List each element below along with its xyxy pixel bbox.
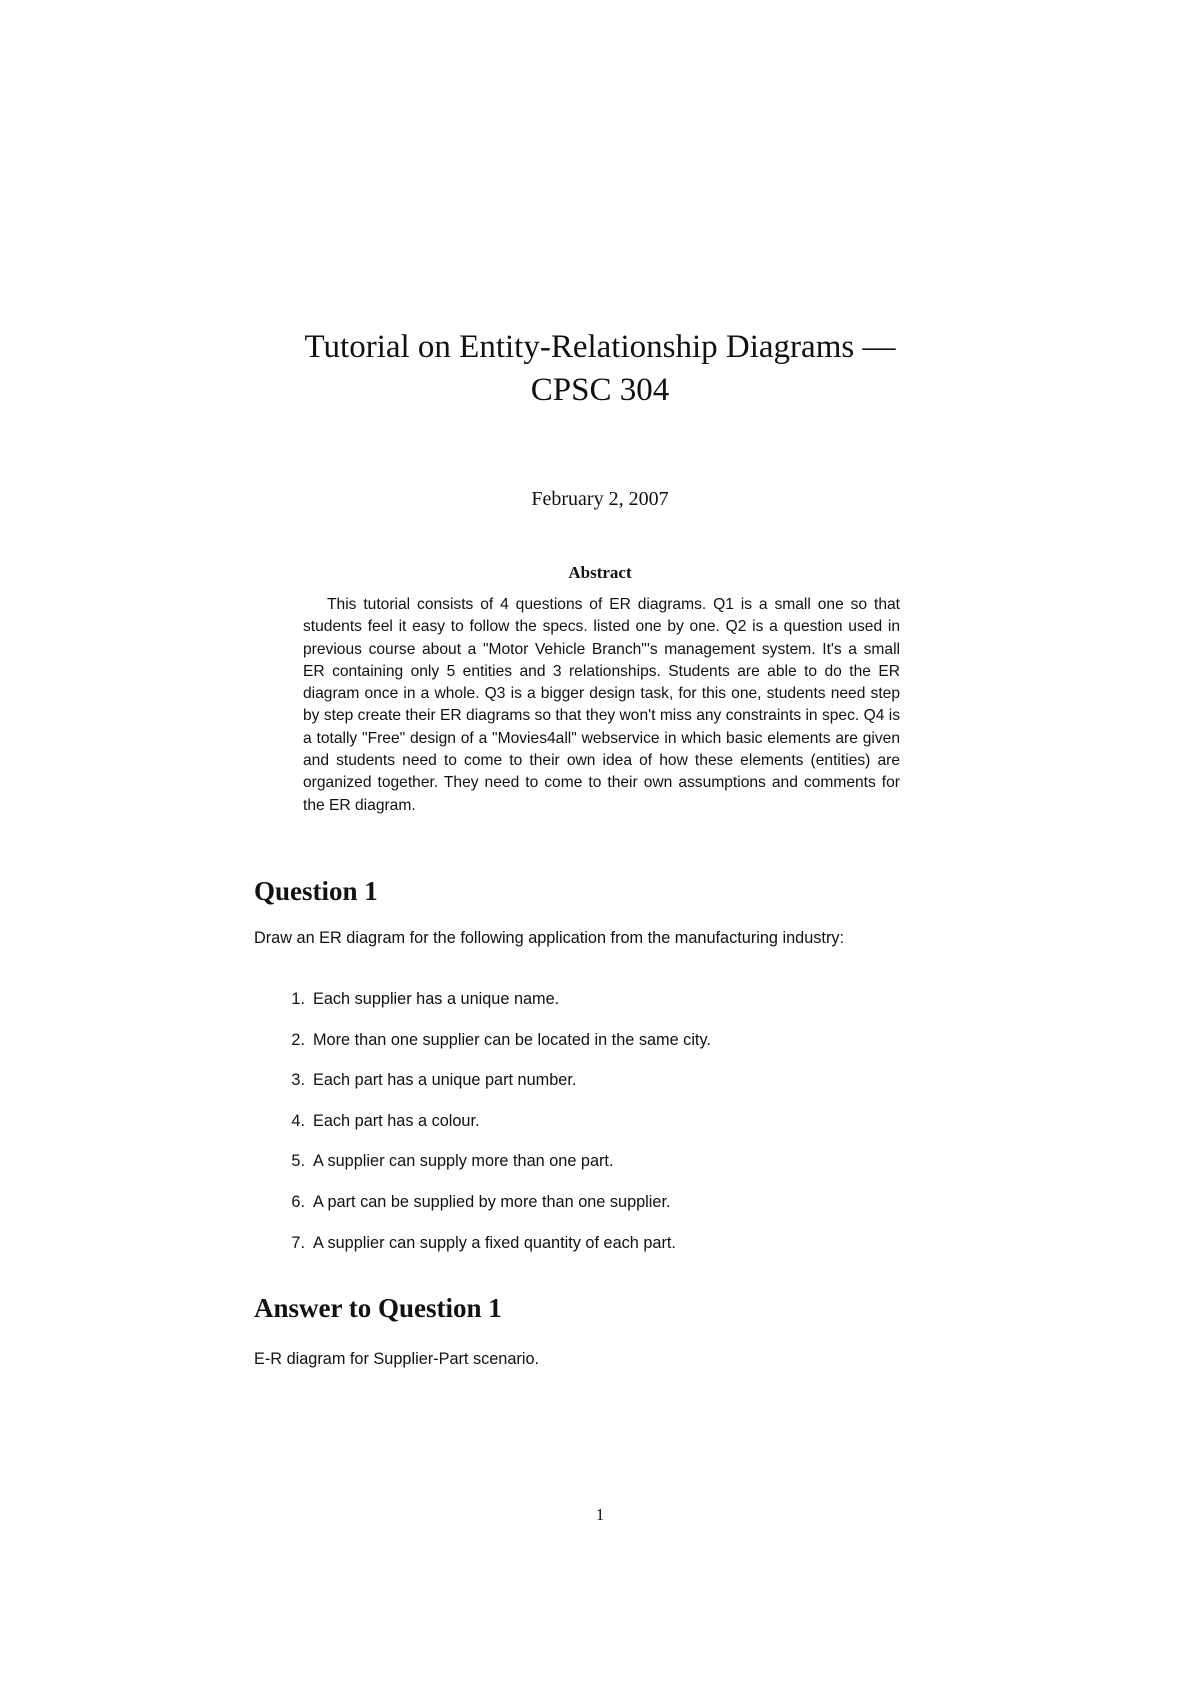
- item-number: 1.: [291, 990, 305, 1008]
- page-number: 1: [595, 1505, 605, 1524]
- item-text: More than one supplier can be located in the same city.: [313, 1030, 711, 1049]
- list-item: [279, 990, 711, 1031]
- document-date: February 2, 2007: [531, 488, 669, 510]
- list-item: [279, 1112, 711, 1153]
- item-number: 4.: [291, 1111, 305, 1130]
- item-number: 6.: [291, 1192, 305, 1211]
- item-number: 7.: [291, 1233, 305, 1252]
- document-title: [0, 326, 1200, 412]
- item-text: A part can be supplied by more than one supplier.: [313, 1192, 671, 1211]
- item-text: Each supplier has a unique name.: [313, 990, 560, 1008]
- title-line-1: Tutorial on Entity-Relationship Diagrams —: [304, 329, 896, 365]
- item-text: Each part has a colour.: [313, 1111, 480, 1130]
- question-1-heading: Question 1: [254, 876, 378, 906]
- item-text: A supplier can supply more than one part.: [313, 1152, 614, 1171]
- item-number: 5.: [291, 1152, 305, 1171]
- abstract-text: This tutorial consists of 4 questions of ER diagrams. Q1 is a small one so that students feel it easy to follow the specs. listed one by one. Q2 is a question used in previous course about a "Motor Vehicle Branch"'s management system. It's a small ER containing only 5 entities and 3 relationships. Students are able to do the ER diagram once in a whole. Q3 is a bigger design task, for this one, students need step by step create their ER diagrams so that they won't miss any constraints in spec. Q4 is a totally "Free" design of a "Movies4all" webservice in which basic elements are given and students need to come to their own idea of how these elements (entities) are organized together. They need to come to their own assumptions and comments for the ER diagram.: [303, 596, 900, 814]
- list-item: [279, 1071, 711, 1112]
- title-line-2: CPSC 304: [530, 372, 670, 408]
- abstract-heading: Abstract: [568, 563, 632, 582]
- answer-1-text: E-R diagram for Supplier-Part scenario.: [254, 1350, 540, 1368]
- list-item: [279, 1031, 711, 1072]
- list-item: [279, 1193, 711, 1234]
- question-1-intro: Draw an ER diagram for the following application from the manufacturing industry:: [254, 929, 845, 947]
- item-number: 3.: [291, 1071, 305, 1090]
- answer-1-heading: Answer to Question 1: [254, 1293, 502, 1323]
- list-item: [279, 1234, 711, 1275]
- item-text: A supplier can supply a fixed quantity of each part.: [313, 1233, 676, 1252]
- list-item: [279, 1152, 711, 1193]
- item-number: 2.: [291, 1030, 305, 1049]
- question-1-list: [279, 990, 711, 1274]
- item-text: Each part has a unique part number.: [313, 1071, 577, 1090]
